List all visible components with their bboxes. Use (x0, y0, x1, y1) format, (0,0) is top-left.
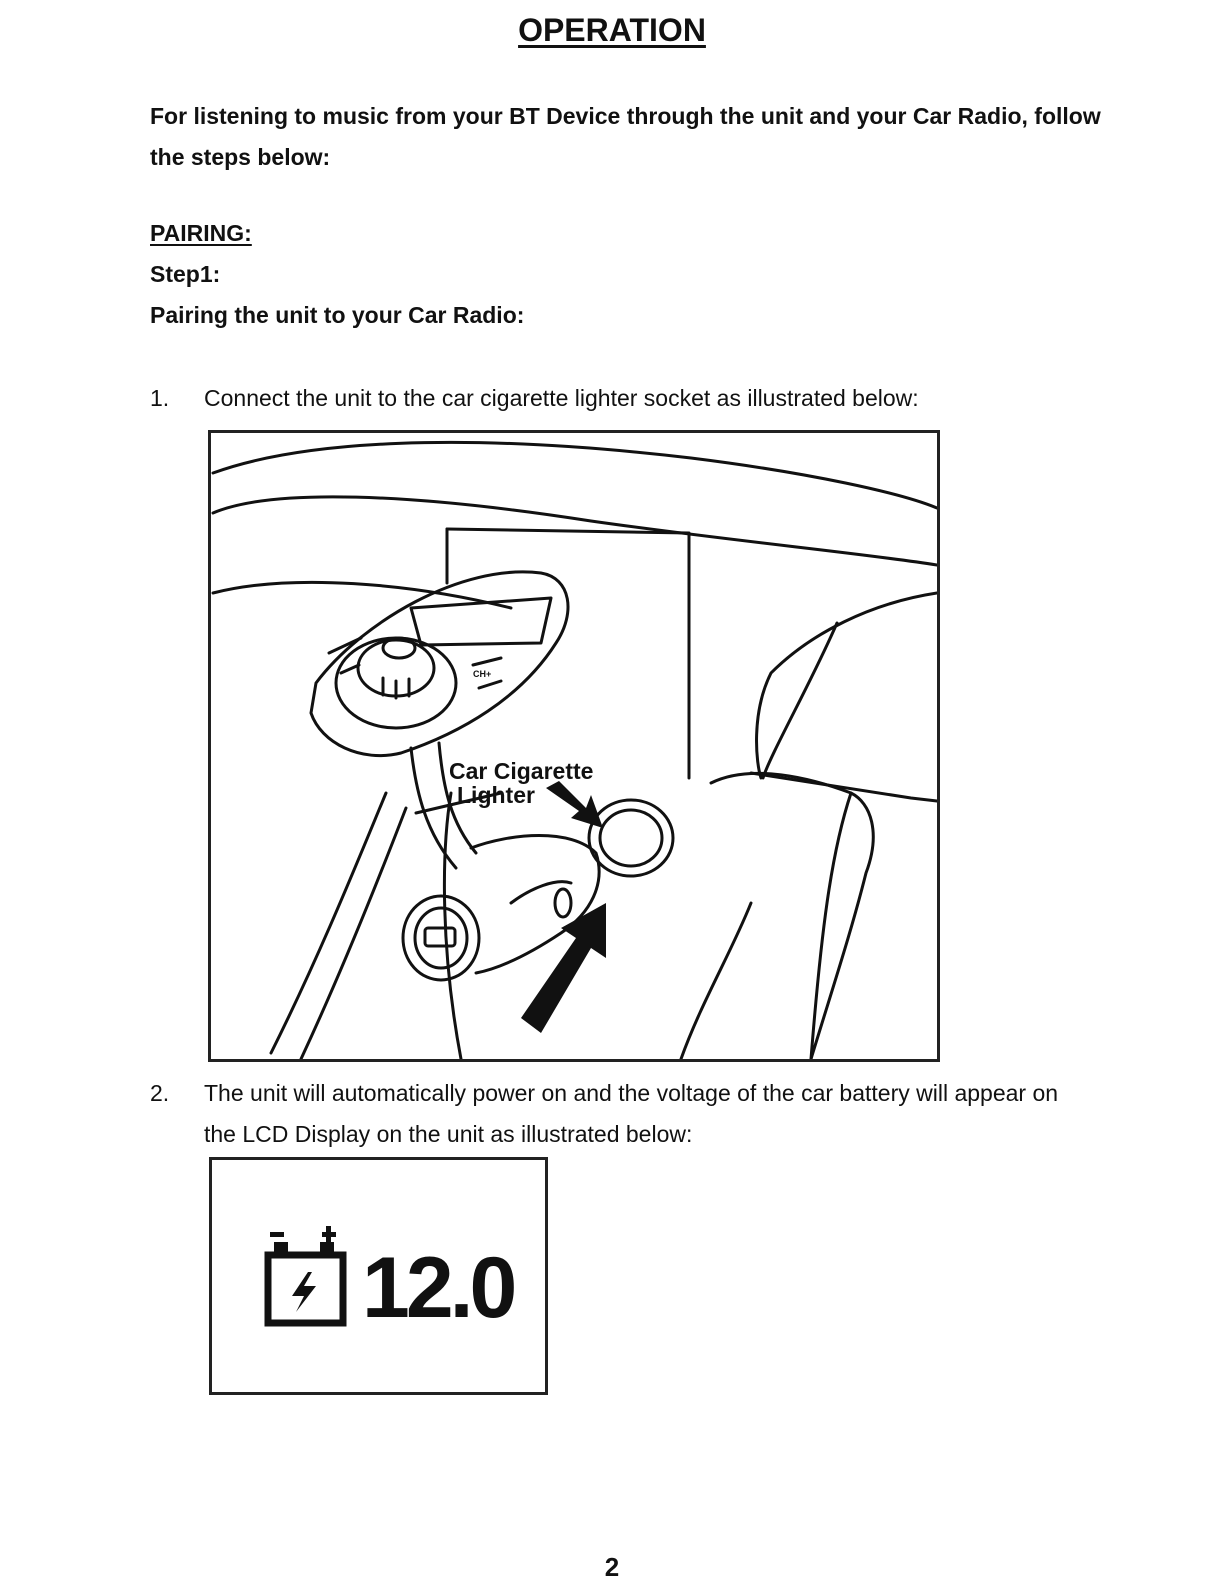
voltage-readout: 12.0 (362, 1240, 514, 1336)
page-number: 2 (604, 1552, 620, 1582)
page-title: OPERATION (518, 12, 706, 48)
intro-paragraph: For listening to music from your BT Device through the unit and your Car Radio, follow the steps below: (150, 103, 1101, 170)
lcd-display-illustration (209, 1157, 548, 1395)
list-item-text: Connect the unit to the car cigarette lighter socket as illustrated below: (204, 385, 919, 411)
car-lighter-illustration (208, 430, 940, 1062)
list-item-number: 2. (150, 1080, 170, 1106)
battery-icon (268, 1226, 343, 1323)
car-interior-drawing (211, 433, 937, 1059)
step-title: Pairing the unit to your Car Radio: (150, 302, 525, 328)
list-item-text: The unit will automatically power on and the voltage of the car battery will appear on the LCD Display on the unit as illustrated below: (204, 1080, 1059, 1147)
callout-label-line2: Lighter (457, 782, 535, 808)
callout-label-line1: Car Cigarette (449, 758, 594, 784)
list-item-number: 1. (150, 385, 170, 411)
unit-button-label: CH+ (473, 669, 492, 679)
lcd-drawing (212, 1160, 545, 1392)
section-heading: PAIRING: (150, 220, 252, 246)
step-heading: Step1: (150, 261, 221, 287)
